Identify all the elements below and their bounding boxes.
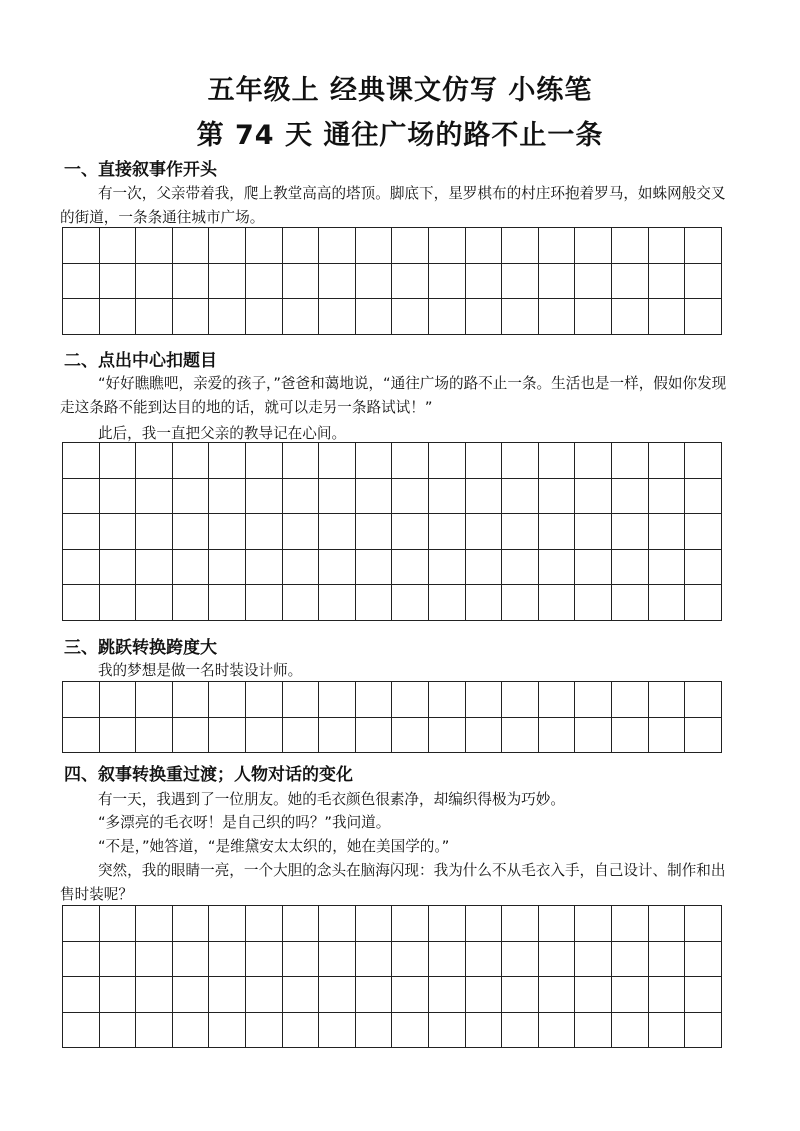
grid-cell[interactable] (612, 264, 649, 300)
grid-cell[interactable] (466, 299, 503, 335)
grid-cell[interactable] (649, 718, 686, 754)
grid-cell[interactable] (392, 228, 429, 264)
grid-cell[interactable] (502, 264, 539, 300)
grid-cell[interactable] (575, 682, 612, 718)
grid-cell[interactable] (319, 264, 356, 300)
grid-cell[interactable] (575, 479, 612, 515)
grid-cell[interactable] (392, 906, 429, 942)
grid-cell[interactable] (209, 1013, 246, 1049)
grid-cell[interactable] (209, 718, 246, 754)
grid-cell[interactable] (429, 443, 466, 479)
grid-cell[interactable] (649, 585, 686, 621)
grid-cell[interactable] (502, 443, 539, 479)
grid-cell[interactable] (575, 942, 612, 978)
grid-cell[interactable] (100, 906, 137, 942)
grid-cell[interactable] (502, 479, 539, 515)
grid-cell[interactable] (429, 585, 466, 621)
grid-cell[interactable] (246, 479, 283, 515)
grid-cell[interactable] (502, 942, 539, 978)
grid-cell[interactable] (685, 443, 722, 479)
grid-cell[interactable] (539, 977, 576, 1013)
grid-cell[interactable] (356, 479, 393, 515)
grid-cell[interactable] (356, 585, 393, 621)
grid-cell[interactable] (100, 585, 137, 621)
grid-cell[interactable] (246, 585, 283, 621)
grid-cell[interactable] (63, 682, 100, 718)
grid-cell[interactable] (466, 585, 503, 621)
grid-cell[interactable] (63, 906, 100, 942)
grid-cell[interactable] (100, 479, 137, 515)
grid-cell[interactable] (575, 514, 612, 550)
grid-cell[interactable] (63, 228, 100, 264)
grid-cell[interactable] (173, 682, 210, 718)
grid-cell[interactable] (283, 682, 320, 718)
grid-cell[interactable] (173, 906, 210, 942)
grid-cell[interactable] (356, 906, 393, 942)
grid-cell[interactable] (173, 264, 210, 300)
grid-cell[interactable] (136, 299, 173, 335)
grid-cell[interactable] (392, 942, 429, 978)
grid-cell[interactable] (209, 550, 246, 586)
grid-cell[interactable] (283, 228, 320, 264)
grid-cell[interactable] (246, 977, 283, 1013)
grid-cell[interactable] (429, 942, 466, 978)
grid-cell[interactable] (173, 942, 210, 978)
grid-cell[interactable] (649, 550, 686, 586)
grid-cell[interactable] (685, 514, 722, 550)
grid-cell[interactable] (100, 443, 137, 479)
grid-cell[interactable] (612, 443, 649, 479)
grid-cell[interactable] (319, 228, 356, 264)
grid-cell[interactable] (136, 718, 173, 754)
grid-cell[interactable] (466, 443, 503, 479)
section-4-paragraph-3: “不是，”她答道，“是维黛安太太织的，她在美国学的。” (97, 838, 450, 855)
grid-cell[interactable] (429, 977, 466, 1013)
grid-cell[interactable] (319, 299, 356, 335)
grid-cell[interactable] (356, 514, 393, 550)
grid-cell[interactable] (466, 514, 503, 550)
grid-cell[interactable] (685, 942, 722, 978)
grid-cell[interactable] (173, 228, 210, 264)
grid-cell[interactable] (100, 550, 137, 586)
grid-cell[interactable] (392, 443, 429, 479)
grid-cell[interactable] (136, 264, 173, 300)
grid-cell[interactable] (356, 942, 393, 978)
grid-cell[interactable] (466, 942, 503, 978)
grid-cell[interactable] (209, 682, 246, 718)
grid-cell[interactable] (246, 906, 283, 942)
grid-cell[interactable] (209, 228, 246, 264)
grid-cell[interactable] (429, 550, 466, 586)
section-4-paragraph-4: 突然，我的眼睛一亮，一个大胆的念头在脑海闪现：我为什么不从毛衣入手，自己设计、制作和出售时装呢？ (60, 862, 726, 903)
grid-cell[interactable] (392, 550, 429, 586)
grid-cell[interactable] (392, 585, 429, 621)
grid-cell[interactable] (136, 443, 173, 479)
grid-cell[interactable] (539, 682, 576, 718)
grid-cell[interactable] (63, 299, 100, 335)
grid-cell[interactable] (283, 514, 320, 550)
grid-cell[interactable] (502, 228, 539, 264)
grid-cell[interactable] (136, 977, 173, 1013)
grid-cell[interactable] (319, 718, 356, 754)
grid-cell[interactable] (319, 550, 356, 586)
grid-cell[interactable] (63, 550, 100, 586)
grid-cell[interactable] (649, 977, 686, 1013)
grid-cell[interactable] (319, 906, 356, 942)
grid-cell[interactable] (392, 1013, 429, 1049)
grid-cell[interactable] (612, 682, 649, 718)
grid-cell[interactable] (246, 550, 283, 586)
grid-cell[interactable] (575, 585, 612, 621)
grid-cell[interactable] (356, 550, 393, 586)
grid-cell[interactable] (539, 479, 576, 515)
grid-cell[interactable] (392, 479, 429, 515)
grid-cell[interactable] (539, 718, 576, 754)
grid-cell[interactable] (100, 299, 137, 335)
grid-cell[interactable] (173, 443, 210, 479)
grid-cell[interactable] (173, 1013, 210, 1049)
section-heading-4: 四、叙事转换重过渡；人物对话的变化 (64, 765, 353, 785)
grid-cell[interactable] (63, 264, 100, 300)
grid-cell[interactable] (502, 514, 539, 550)
grid-cell[interactable] (173, 550, 210, 586)
grid-cell[interactable] (319, 682, 356, 718)
grid-cell[interactable] (539, 942, 576, 978)
grid-cell[interactable] (173, 977, 210, 1013)
grid-cell[interactable] (392, 718, 429, 754)
grid-cell[interactable] (429, 1013, 466, 1049)
grid-cell[interactable] (63, 942, 100, 978)
grid-cell[interactable] (100, 977, 137, 1013)
grid-cell[interactable] (63, 514, 100, 550)
grid-cell[interactable] (283, 906, 320, 942)
grid-cell[interactable] (429, 299, 466, 335)
grid-cell[interactable] (539, 443, 576, 479)
grid-cell[interactable] (649, 479, 686, 515)
grid-cell[interactable] (649, 682, 686, 718)
grid-cell[interactable] (319, 479, 356, 515)
grid-cell[interactable] (649, 299, 686, 335)
grid-cell[interactable] (429, 718, 466, 754)
grid-cell[interactable] (612, 718, 649, 754)
grid-cell[interactable] (136, 942, 173, 978)
grid-cell[interactable] (392, 682, 429, 718)
grid-cell[interactable] (246, 514, 283, 550)
grid-cell[interactable] (209, 585, 246, 621)
grid-cell[interactable] (136, 906, 173, 942)
grid-cell[interactable] (539, 1013, 576, 1049)
grid-cell[interactable] (685, 550, 722, 586)
grid-cell[interactable] (100, 264, 137, 300)
grid-cell[interactable] (502, 906, 539, 942)
grid-cell[interactable] (136, 479, 173, 515)
grid-cell[interactable] (209, 479, 246, 515)
grid-cell[interactable] (685, 1013, 722, 1049)
grid-cell[interactable] (575, 443, 612, 479)
grid-cell[interactable] (539, 228, 576, 264)
grid-cell[interactable] (429, 514, 466, 550)
grid-cell[interactable] (502, 1013, 539, 1049)
grid-cell[interactable] (209, 977, 246, 1013)
writing-grid-4[interactable] (62, 905, 722, 1048)
grid-cell[interactable] (649, 264, 686, 300)
grid-cell[interactable] (209, 299, 246, 335)
grid-cell[interactable] (575, 906, 612, 942)
grid-cell[interactable] (429, 264, 466, 300)
section-3-paragraph-1: 我的梦想是做一名时装设计师。 (97, 662, 303, 679)
grid-cell[interactable] (466, 550, 503, 586)
grid-cell[interactable] (612, 1013, 649, 1049)
grid-cell[interactable] (246, 942, 283, 978)
grid-cell[interactable] (209, 264, 246, 300)
section-2-paragraph-1: “好好瞧瞧吧，亲爱的孩子，”爸爸和蔼地说，“通往广场的路不止一条。生活也是一样，假如你发现走这条路不能到达目的地的话，就可以走另一条路试试！” (60, 375, 727, 416)
page-title: 五年级上 经典课文仿写 小练笔 (207, 75, 593, 106)
writing-grid-2[interactable] (62, 442, 722, 621)
grid-cell[interactable] (246, 682, 283, 718)
grid-cell[interactable] (100, 942, 137, 978)
grid-cell[interactable] (283, 443, 320, 479)
grid-cell[interactable] (685, 479, 722, 515)
grid-cell[interactable] (466, 718, 503, 754)
grid-cell[interactable] (429, 682, 466, 718)
grid-cell[interactable] (575, 550, 612, 586)
grid-cell[interactable] (392, 514, 429, 550)
grid-cell[interactable] (649, 942, 686, 978)
grid-cell[interactable] (283, 977, 320, 1013)
grid-cell[interactable] (539, 585, 576, 621)
grid-cell[interactable] (466, 228, 503, 264)
grid-cell[interactable] (63, 1013, 100, 1049)
grid-cell[interactable] (502, 718, 539, 754)
grid-cell[interactable] (319, 942, 356, 978)
grid-cell[interactable] (100, 718, 137, 754)
grid-cell[interactable] (356, 682, 393, 718)
grid-cell[interactable] (63, 977, 100, 1013)
grid-cell[interactable] (209, 443, 246, 479)
grid-cell[interactable] (246, 228, 283, 264)
grid-cell[interactable] (685, 299, 722, 335)
grid-cell[interactable] (356, 264, 393, 300)
grid-cell[interactable] (575, 264, 612, 300)
section-2-paragraph-2: 此后，我一直把父亲的教导记在心间。 (97, 425, 347, 442)
grid-cell[interactable] (539, 264, 576, 300)
grid-cell[interactable] (429, 479, 466, 515)
grid-cell[interactable] (173, 585, 210, 621)
grid-cell[interactable] (136, 228, 173, 264)
grid-cell[interactable] (502, 299, 539, 335)
grid-cell[interactable] (100, 228, 137, 264)
grid-cell[interactable] (63, 718, 100, 754)
grid-cell[interactable] (100, 514, 137, 550)
writing-grid-1[interactable] (62, 227, 722, 335)
grid-cell[interactable] (649, 443, 686, 479)
grid-cell[interactable] (539, 299, 576, 335)
grid-cell[interactable] (246, 299, 283, 335)
grid-cell[interactable] (319, 1013, 356, 1049)
grid-cell[interactable] (356, 228, 393, 264)
grid-cell[interactable] (466, 264, 503, 300)
grid-cell[interactable] (136, 550, 173, 586)
grid-cell[interactable] (283, 1013, 320, 1049)
grid-cell[interactable] (283, 479, 320, 515)
grid-cell[interactable] (63, 479, 100, 515)
grid-cell[interactable] (209, 942, 246, 978)
grid-cell[interactable] (209, 906, 246, 942)
grid-cell[interactable] (63, 585, 100, 621)
grid-cell[interactable] (283, 264, 320, 300)
grid-cell[interactable] (685, 264, 722, 300)
grid-cell[interactable] (612, 550, 649, 586)
grid-cell[interactable] (685, 585, 722, 621)
grid-cell[interactable] (575, 299, 612, 335)
grid-cell[interactable] (612, 479, 649, 515)
grid-cell[interactable] (612, 585, 649, 621)
grid-cell[interactable] (466, 479, 503, 515)
grid-cell[interactable] (356, 718, 393, 754)
writing-grid-3[interactable] (62, 681, 722, 753)
grid-cell[interactable] (356, 443, 393, 479)
grid-cell[interactable] (502, 550, 539, 586)
grid-cell[interactable] (649, 1013, 686, 1049)
grid-cell[interactable] (246, 718, 283, 754)
grid-cell[interactable] (209, 514, 246, 550)
grid-cell[interactable] (356, 1013, 393, 1049)
grid-cell[interactable] (392, 977, 429, 1013)
grid-cell[interactable] (283, 585, 320, 621)
section-heading-1: 一、直接叙事作开头 (64, 160, 217, 180)
grid-cell[interactable] (685, 906, 722, 942)
section-1-paragraph-1: 有一次，父亲带着我，爬上教堂高高的塔顶。脚底下，星罗棋布的村庄环抱着罗马，如蛛网般交叉的街道，一条条通往城市广场。 (60, 185, 726, 226)
grid-cell[interactable] (466, 977, 503, 1013)
grid-cell[interactable] (319, 443, 356, 479)
grid-cell[interactable] (246, 1013, 283, 1049)
grid-cell[interactable] (356, 977, 393, 1013)
grid-cell[interactable] (392, 264, 429, 300)
grid-cell[interactable] (319, 514, 356, 550)
grid-cell[interactable] (685, 228, 722, 264)
grid-cell[interactable] (246, 264, 283, 300)
grid-cell[interactable] (283, 718, 320, 754)
grid-cell[interactable] (466, 1013, 503, 1049)
grid-cell[interactable] (356, 299, 393, 335)
grid-cell[interactable] (392, 299, 429, 335)
grid-cell[interactable] (100, 682, 137, 718)
grid-cell[interactable] (685, 682, 722, 718)
grid-cell[interactable] (173, 514, 210, 550)
grid-cell[interactable] (136, 514, 173, 550)
grid-cell[interactable] (466, 906, 503, 942)
grid-cell[interactable] (539, 550, 576, 586)
grid-cell[interactable] (136, 682, 173, 718)
grid-cell[interactable] (612, 906, 649, 942)
section-4-paragraph-2: “多漂亮的毛衣呀！是自己织的吗？”我问道。 (97, 814, 391, 831)
grid-cell[interactable] (502, 977, 539, 1013)
grid-cell[interactable] (63, 443, 100, 479)
grid-cell[interactable] (612, 514, 649, 550)
section-heading-2: 二、点出中心扣题目 (64, 351, 217, 371)
grid-cell[interactable] (539, 906, 576, 942)
grid-cell[interactable] (466, 682, 503, 718)
grid-cell[interactable] (136, 1013, 173, 1049)
grid-cell[interactable] (612, 942, 649, 978)
grid-cell[interactable] (649, 906, 686, 942)
grid-cell[interactable] (246, 443, 283, 479)
grid-cell[interactable] (575, 228, 612, 264)
grid-cell[interactable] (649, 514, 686, 550)
grid-cell[interactable] (612, 977, 649, 1013)
page-subtitle: 第 74 天 通往广场的路不止一条 (196, 120, 604, 151)
grid-cell[interactable] (685, 718, 722, 754)
grid-cell[interactable] (575, 977, 612, 1013)
grid-cell[interactable] (283, 299, 320, 335)
grid-cell[interactable] (136, 585, 173, 621)
grid-cell[interactable] (502, 682, 539, 718)
grid-cell[interactable] (283, 550, 320, 586)
grid-cell[interactable] (429, 228, 466, 264)
grid-cell[interactable] (575, 718, 612, 754)
grid-cell[interactable] (649, 228, 686, 264)
grid-cell[interactable] (612, 299, 649, 335)
grid-cell[interactable] (502, 585, 539, 621)
grid-cell[interactable] (685, 977, 722, 1013)
section-4-paragraph-1: 有一天，我遇到了一位朋友。她的毛衣颜色很素净，却编织得极为巧妙。 (97, 791, 565, 808)
grid-cell[interactable] (429, 906, 466, 942)
grid-cell[interactable] (173, 479, 210, 515)
grid-cell[interactable] (173, 299, 210, 335)
grid-cell[interactable] (319, 585, 356, 621)
section-heading-3: 三、跳跃转换跨度大 (64, 638, 217, 658)
grid-cell[interactable] (575, 1013, 612, 1049)
grid-cell[interactable] (100, 1013, 137, 1049)
grid-cell[interactable] (319, 977, 356, 1013)
grid-cell[interactable] (283, 942, 320, 978)
grid-cell[interactable] (612, 228, 649, 264)
grid-cell[interactable] (539, 514, 576, 550)
grid-cell[interactable] (173, 718, 210, 754)
